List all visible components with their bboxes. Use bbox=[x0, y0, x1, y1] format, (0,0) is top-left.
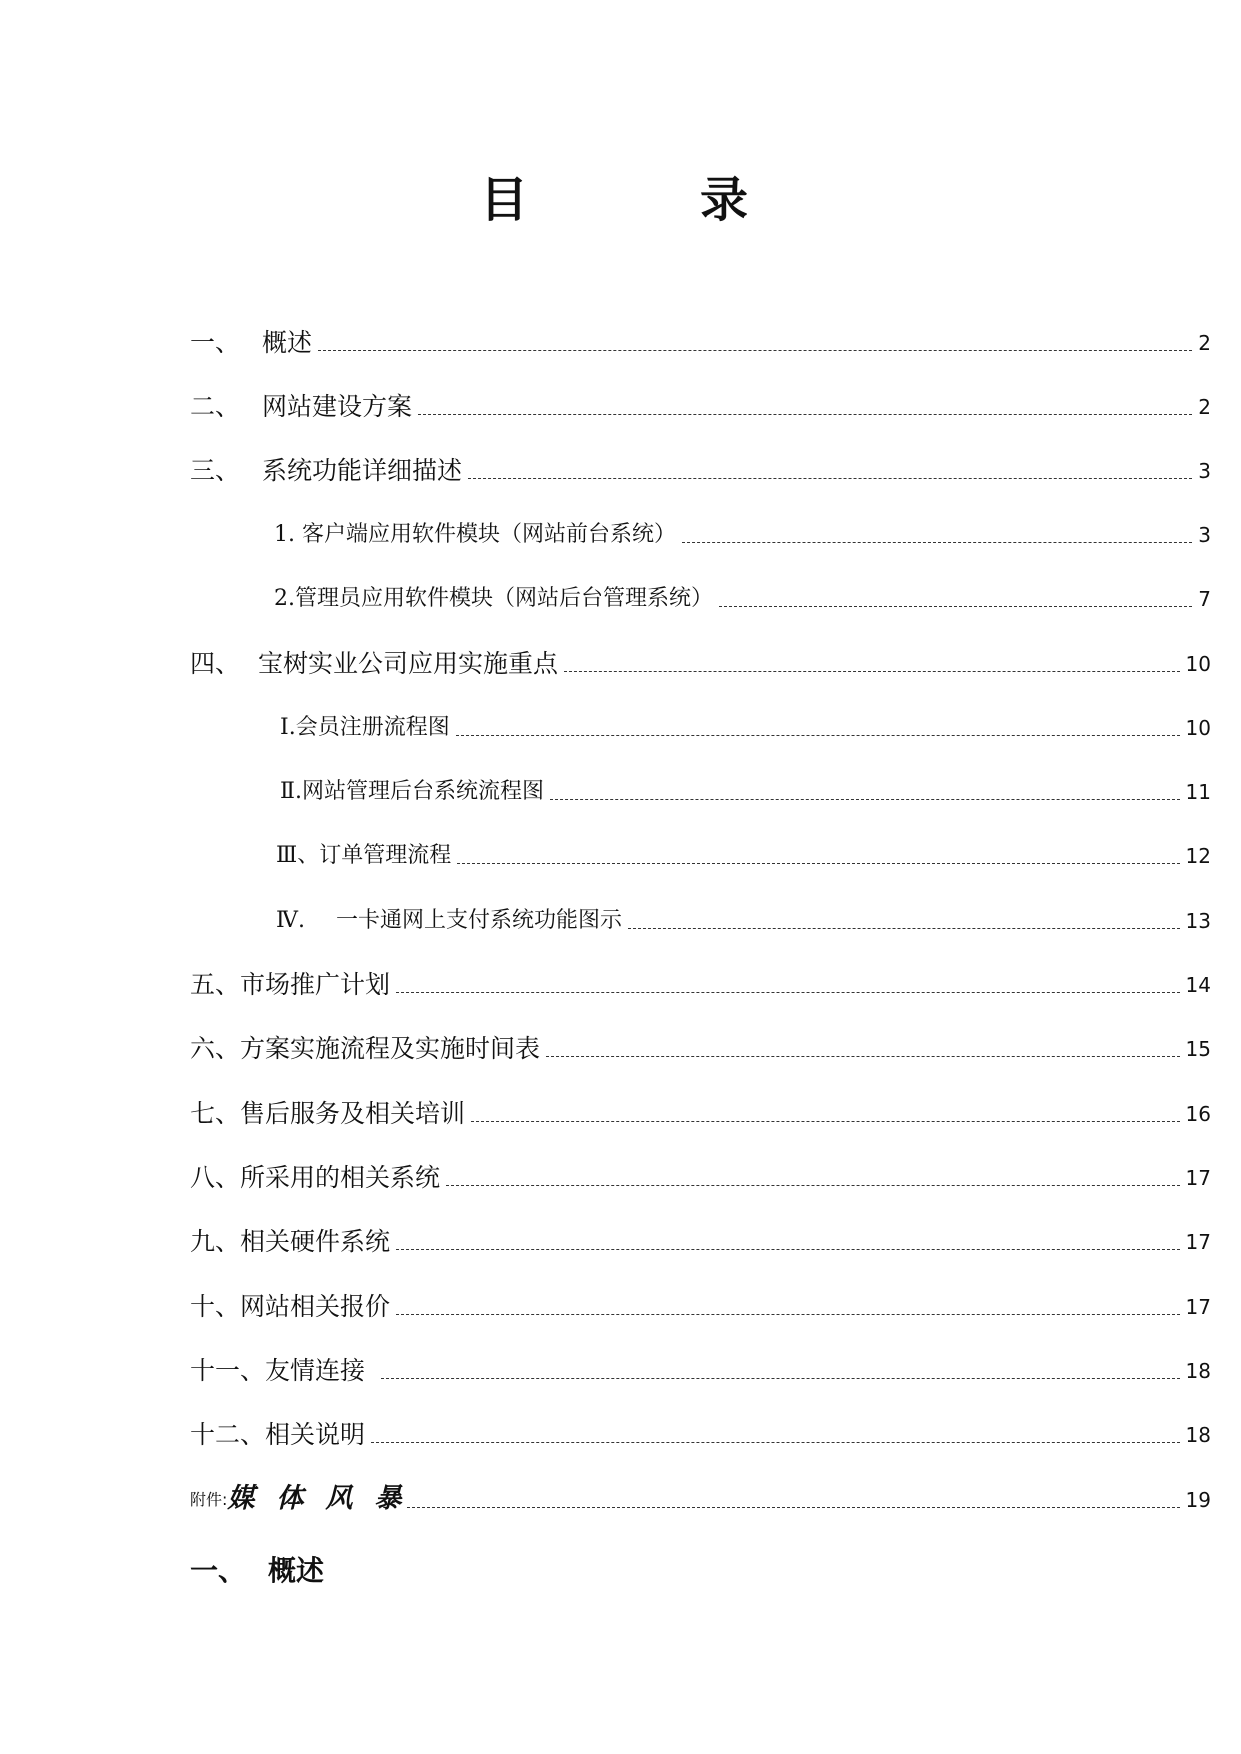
toc-leader bbox=[396, 1249, 1180, 1250]
toc-entry-number: 十、 bbox=[190, 1292, 241, 1321]
toc-entry-number: 二、 bbox=[190, 392, 241, 421]
toc-entry[interactable] bbox=[190, 1032, 1211, 1066]
toc-entry-text: 方案实施流程及实施时间表 bbox=[240, 1034, 541, 1063]
toc-entry-text: 相关说明 bbox=[265, 1420, 366, 1449]
toc-entry-text: 网站相关报价 bbox=[240, 1292, 391, 1321]
toc-entry[interactable] bbox=[190, 1161, 1211, 1195]
appendix-title-char: 风 bbox=[325, 1483, 353, 1514]
toc-entry-page: 18 bbox=[1185, 1359, 1211, 1383]
toc-leader bbox=[550, 799, 1180, 800]
appendix-title-char: 体 bbox=[276, 1483, 304, 1514]
toc-entry-number: 三、 bbox=[190, 456, 241, 485]
toc-entry-text: 客户端应用软件模块（网站前台系统） bbox=[302, 522, 677, 547]
toc-entry-page: 15 bbox=[1185, 1037, 1211, 1061]
toc-leader bbox=[628, 928, 1180, 929]
toc-entry-label bbox=[274, 518, 676, 552]
toc-entry-number: 十二、 bbox=[190, 1420, 266, 1449]
appendix-title-char: 暴 bbox=[374, 1483, 402, 1514]
toc-entry-label bbox=[274, 582, 713, 616]
toc-entry-page: 17 bbox=[1185, 1295, 1211, 1319]
toc-entry-page: 12 bbox=[1185, 844, 1211, 868]
section-heading-number: 一、 bbox=[190, 1554, 247, 1587]
toc-entry-text: 所采用的相关系统 bbox=[240, 1163, 441, 1192]
toc-entry[interactable] bbox=[190, 968, 1211, 1002]
section-heading-text: 概述 bbox=[268, 1554, 325, 1587]
toc-leader bbox=[318, 350, 1192, 351]
toc-entry[interactable] bbox=[190, 1418, 1211, 1452]
toc-leader bbox=[396, 992, 1180, 993]
toc-entry-number: 六、 bbox=[190, 1034, 241, 1063]
toc-leader bbox=[456, 735, 1180, 736]
toc-leader bbox=[682, 542, 1192, 543]
toc-entry-page: 2 bbox=[1198, 331, 1211, 355]
toc-entry-label bbox=[190, 968, 390, 1002]
toc-entry-number: Ⅱ. bbox=[280, 779, 302, 804]
toc-title bbox=[0, 170, 1241, 240]
toc-entry-label bbox=[190, 1482, 401, 1517]
toc-leader bbox=[396, 1314, 1180, 1315]
toc-entry-number: Ⅰ. bbox=[280, 715, 296, 740]
toc-entry[interactable] bbox=[190, 454, 1211, 488]
toc-entry-text: 网站建设方案 bbox=[262, 392, 413, 421]
toc-entry-text: 概述 bbox=[262, 328, 313, 357]
toc-entry-page: 7 bbox=[1198, 587, 1211, 611]
toc-entry-text: 售后服务及相关培训 bbox=[240, 1099, 466, 1128]
toc-entry-text: 订单管理流程 bbox=[319, 843, 452, 868]
toc-entry-label bbox=[190, 647, 558, 681]
toc-entry-page: 13 bbox=[1185, 909, 1211, 933]
toc-entry-sub[interactable] bbox=[280, 711, 1211, 745]
toc-entry-number: 八、 bbox=[190, 1163, 241, 1192]
toc-entry-page: 17 bbox=[1185, 1230, 1211, 1254]
toc-leader bbox=[418, 414, 1192, 415]
toc-title-char-2: 录 bbox=[700, 172, 749, 228]
toc-entry-label bbox=[280, 711, 450, 745]
toc-entry-page: 16 bbox=[1185, 1102, 1211, 1126]
toc-entry-sub[interactable] bbox=[276, 839, 1211, 873]
appendix-title bbox=[227, 1483, 401, 1514]
toc-entry-sub[interactable] bbox=[274, 582, 1211, 616]
toc-entry-label bbox=[190, 1290, 390, 1324]
toc-entry-label bbox=[190, 454, 462, 488]
toc-entry-number: 四、 bbox=[190, 649, 241, 678]
toc-entry-sub[interactable] bbox=[280, 775, 1211, 809]
toc-entry-label bbox=[190, 326, 312, 360]
toc-entry-text: 宝树实业公司应用实施重点 bbox=[258, 649, 559, 678]
appendix-title-char: 媒 bbox=[227, 1483, 255, 1514]
toc-entry-page: 18 bbox=[1185, 1423, 1211, 1447]
toc-entry-text: 相关硬件系统 bbox=[240, 1227, 391, 1256]
toc-leader bbox=[457, 863, 1179, 864]
toc-entry[interactable] bbox=[190, 647, 1211, 681]
toc-entry-number: 一、 bbox=[190, 328, 241, 357]
toc-leader bbox=[407, 1507, 1179, 1508]
toc-entry-number: 1. bbox=[274, 522, 295, 547]
toc-entry[interactable] bbox=[190, 1290, 1211, 1324]
toc-entry-appendix[interactable] bbox=[190, 1483, 1211, 1517]
toc-entry-label bbox=[276, 839, 451, 873]
toc-entry-label bbox=[276, 904, 622, 938]
toc-entry-text: 系统功能详细描述 bbox=[262, 456, 463, 485]
toc-entry-page: 10 bbox=[1185, 716, 1211, 740]
toc-entry-text: 网站管理后台系统流程图 bbox=[301, 779, 544, 804]
toc-entry[interactable] bbox=[190, 1225, 1211, 1259]
toc-entry-text: 会员注册流程图 bbox=[295, 715, 450, 740]
toc-entry-text: 友情连接 bbox=[265, 1356, 366, 1385]
toc-entry[interactable] bbox=[190, 1097, 1211, 1131]
toc-entry-text: 管理员应用软件模块（网站后台管理系统） bbox=[295, 586, 714, 611]
toc-entry-page: 10 bbox=[1185, 652, 1211, 676]
toc-entry-label bbox=[190, 1225, 390, 1259]
toc-entry-number: 十一、 bbox=[190, 1356, 266, 1385]
toc-leader bbox=[381, 1378, 1180, 1379]
toc-entry-label bbox=[190, 1161, 440, 1195]
toc-leader bbox=[371, 1442, 1180, 1443]
toc-entry[interactable] bbox=[190, 1354, 1211, 1388]
toc-leader bbox=[546, 1056, 1180, 1057]
toc-entry-label bbox=[190, 390, 412, 424]
toc-title-char-1: 目 bbox=[480, 172, 529, 228]
toc-entry-label bbox=[190, 1354, 365, 1388]
toc-entry-page: 17 bbox=[1185, 1166, 1211, 1190]
toc-entry-sub[interactable] bbox=[276, 904, 1211, 938]
appendix-prefix: 附件: bbox=[190, 1490, 228, 1509]
toc-entry-text: 市场推广计划 bbox=[240, 970, 391, 999]
toc-leader bbox=[719, 606, 1192, 607]
toc-entry[interactable] bbox=[190, 326, 1211, 360]
toc-entry-number: 五、 bbox=[190, 970, 241, 999]
toc-entry-label bbox=[190, 1418, 365, 1452]
toc-entry-page: 11 bbox=[1185, 780, 1211, 804]
section-heading bbox=[190, 1553, 324, 1589]
toc-entry[interactable] bbox=[190, 390, 1211, 424]
toc-leader bbox=[564, 671, 1180, 672]
toc-entry-page: 3 bbox=[1198, 459, 1211, 483]
toc-entry-page: 14 bbox=[1185, 973, 1211, 997]
toc-entry-page: 3 bbox=[1198, 523, 1211, 547]
toc-leader bbox=[471, 1121, 1180, 1122]
toc-entry-number: 七、 bbox=[190, 1099, 241, 1128]
toc-leader bbox=[446, 1185, 1180, 1186]
toc-entry-label bbox=[280, 775, 544, 809]
toc-entry-page: 2 bbox=[1198, 395, 1211, 419]
toc-entry-number: 2. bbox=[274, 586, 295, 611]
toc-entry-label bbox=[190, 1032, 540, 1066]
toc-entry-number: Ⅳ. bbox=[276, 908, 305, 933]
toc-entry-text: 一卡通网上支付系统功能图示 bbox=[336, 908, 623, 933]
toc-entry-label bbox=[190, 1097, 465, 1131]
toc-leader bbox=[468, 478, 1192, 479]
toc-entry-number: Ⅲ、 bbox=[276, 843, 320, 868]
toc-entry-page: 19 bbox=[1185, 1488, 1211, 1512]
toc-entry-number: 九、 bbox=[190, 1227, 241, 1256]
toc-entry-sub[interactable] bbox=[274, 518, 1211, 552]
